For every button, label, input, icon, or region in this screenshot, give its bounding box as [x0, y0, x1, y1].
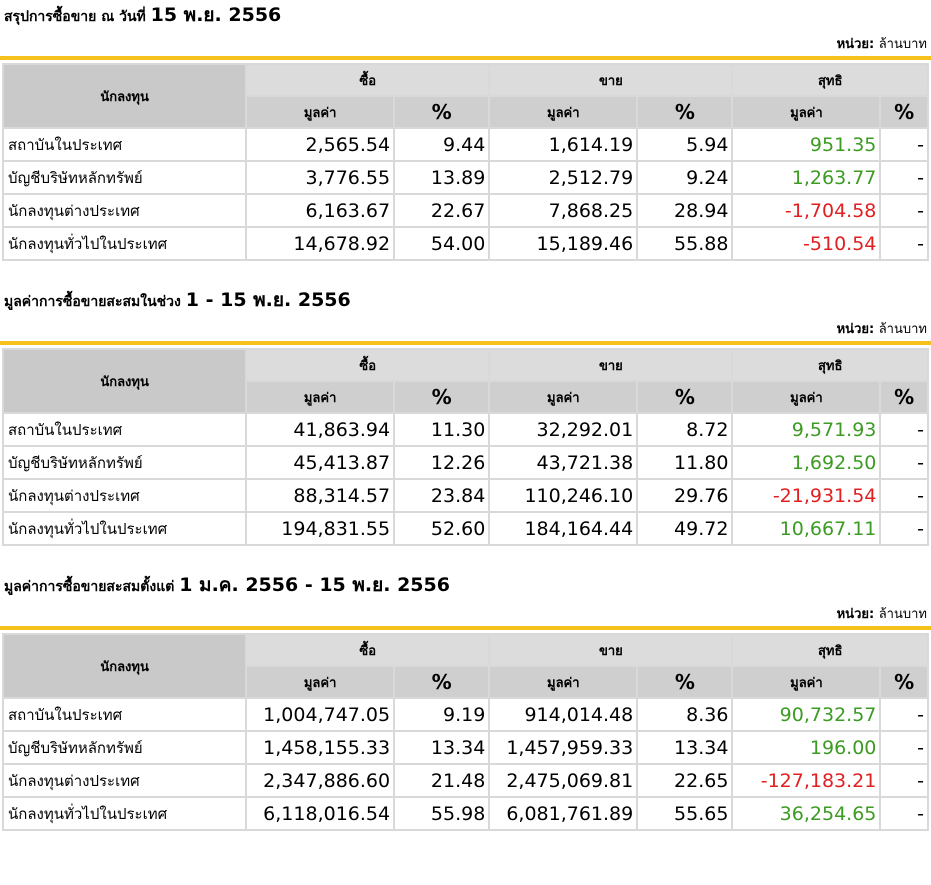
buy-percent: 22.67 [395, 195, 488, 226]
sell-value: 43,721.38 [490, 447, 636, 478]
investor-name: สถาบันในประเทศ [4, 129, 245, 160]
buy-percent: 12.26 [395, 447, 488, 478]
buy-percent-header: % [395, 382, 488, 412]
sell-value-header: มูลค่า [490, 382, 636, 412]
net-percent-header: % [881, 97, 927, 127]
sell-value: 7,868.25 [490, 195, 636, 226]
yearly-cumulative-section [0, 570, 931, 831]
section-title-prefix: สรุปการซื้อขาย ณ วันที่ [4, 9, 146, 25]
sell-value: 914,014.48 [490, 699, 636, 730]
net-percent: - [881, 129, 927, 160]
table-row [4, 732, 927, 763]
table-row [4, 798, 927, 829]
investor-name: นักลงทุนทั่วไปในประเทศ [4, 798, 245, 829]
buy-value: 1,458,155.33 [247, 732, 393, 763]
unit-label-row [0, 30, 931, 60]
sell-percent: 11.80 [638, 447, 731, 478]
investor-header: นักลงทุน [4, 65, 245, 127]
net-percent: - [881, 732, 927, 763]
net-percent: - [881, 765, 927, 796]
buy-percent: 23.84 [395, 480, 488, 511]
buy-percent: 55.98 [395, 798, 488, 829]
table-row [4, 228, 927, 259]
net-value-header: มูลค่า [733, 667, 879, 697]
sell-value: 2,475,069.81 [490, 765, 636, 796]
unit-value: ล้านบาท [878, 37, 927, 52]
buy-percent: 13.34 [395, 732, 488, 763]
sell-percent: 9.24 [638, 162, 731, 193]
section-title [0, 570, 931, 600]
buy-value: 2,347,886.60 [247, 765, 393, 796]
net-percent-header: % [881, 382, 927, 412]
unit-value: ล้านบาท [878, 607, 927, 622]
sell-value: 6,081,761.89 [490, 798, 636, 829]
buy-value-header: มูลค่า [247, 667, 393, 697]
investor-name: นักลงทุนทั่วไปในประเทศ [4, 513, 245, 544]
sell-header: ขาย [490, 635, 731, 665]
buy-percent: 52.60 [395, 513, 488, 544]
unit-label: หน่วย: [836, 607, 875, 622]
sell-header: ขาย [490, 65, 731, 95]
table-row [4, 447, 927, 478]
investor-name: นักลงทุนต่างประเทศ [4, 480, 245, 511]
sell-percent: 8.72 [638, 414, 731, 445]
table-row [4, 129, 927, 160]
sell-value-header: มูลค่า [490, 97, 636, 127]
trade-table [2, 348, 929, 546]
net-header: สุทธิ [733, 635, 927, 665]
buy-value: 41,863.94 [247, 414, 393, 445]
buy-value: 88,314.57 [247, 480, 393, 511]
sell-percent: 55.88 [638, 228, 731, 259]
sell-value: 2,512.79 [490, 162, 636, 193]
net-percent: - [881, 513, 927, 544]
sell-percent: 29.76 [638, 480, 731, 511]
investor-name: สถาบันในประเทศ [4, 699, 245, 730]
buy-percent: 9.44 [395, 129, 488, 160]
net-value: 90,732.57 [733, 699, 879, 730]
investor-name: นักลงทุนทั่วไปในประเทศ [4, 228, 245, 259]
net-value: 1,263.77 [733, 162, 879, 193]
section-title-date: 1 - 15 พ.ย. 2556 [185, 289, 351, 311]
buy-percent: 13.89 [395, 162, 488, 193]
section-title-date: 1 ม.ค. 2556 - 15 พ.ย. 2556 [179, 574, 450, 596]
sell-value: 1,457,959.33 [490, 732, 636, 763]
net-percent: - [881, 447, 927, 478]
buy-value: 14,678.92 [247, 228, 393, 259]
buy-percent: 21.48 [395, 765, 488, 796]
section-title-date: 15 พ.ย. 2556 [150, 4, 282, 26]
buy-value-header: มูลค่า [247, 97, 393, 127]
net-percent: - [881, 228, 927, 259]
unit-label: หน่วย: [836, 322, 875, 337]
buy-header: ซื้อ [247, 65, 488, 95]
net-value-header: มูลค่า [733, 382, 879, 412]
buy-header: ซื้อ [247, 350, 488, 380]
net-value: -510.54 [733, 228, 879, 259]
net-value: 196.00 [733, 732, 879, 763]
sell-percent: 55.65 [638, 798, 731, 829]
investor-name: บัญชีบริษัทหลักทรัพย์ [4, 162, 245, 193]
table-row [4, 480, 927, 511]
buy-value-header: มูลค่า [247, 382, 393, 412]
net-header: สุทธิ [733, 350, 927, 380]
trade-table [2, 63, 929, 261]
net-percent: - [881, 798, 927, 829]
monthly-cumulative-section [0, 285, 931, 546]
section-title-prefix: มูลค่าการซื้อขายสะสมในช่วง [4, 294, 181, 310]
sell-value: 1,614.19 [490, 129, 636, 160]
net-value-header: มูลค่า [733, 97, 879, 127]
sell-value-header: มูลค่า [490, 667, 636, 697]
net-percent-header: % [881, 667, 927, 697]
unit-label-row [0, 600, 931, 630]
table-row [4, 765, 927, 796]
net-percent: - [881, 699, 927, 730]
trade-table [2, 633, 929, 831]
sell-percent: 8.36 [638, 699, 731, 730]
table-row [4, 162, 927, 193]
net-percent: - [881, 162, 927, 193]
section-title-prefix: มูลค่าการซื้อขายสะสมตั้งแต่ [4, 579, 175, 595]
sell-percent: 22.65 [638, 765, 731, 796]
net-value: -1,704.58 [733, 195, 879, 226]
daily-summary-section [0, 0, 931, 261]
buy-percent: 9.19 [395, 699, 488, 730]
net-percent: - [881, 414, 927, 445]
buy-percent: 54.00 [395, 228, 488, 259]
buy-value: 3,776.55 [247, 162, 393, 193]
unit-value: ล้านบาท [878, 322, 927, 337]
investor-header: นักลงทุน [4, 350, 245, 412]
sell-percent-header: % [638, 667, 731, 697]
net-value: -127,183.21 [733, 765, 879, 796]
buy-percent-header: % [395, 97, 488, 127]
buy-percent-header: % [395, 667, 488, 697]
buy-value: 1,004,747.05 [247, 699, 393, 730]
sell-value: 110,246.10 [490, 480, 636, 511]
buy-value: 45,413.87 [247, 447, 393, 478]
sell-percent: 5.94 [638, 129, 731, 160]
section-title [0, 0, 931, 30]
investor-name: นักลงทุนต่างประเทศ [4, 195, 245, 226]
net-value: 36,254.65 [733, 798, 879, 829]
buy-value: 2,565.54 [247, 129, 393, 160]
unit-label: หน่วย: [836, 37, 875, 52]
sell-value: 15,189.46 [490, 228, 636, 259]
table-row [4, 699, 927, 730]
table-row [4, 414, 927, 445]
net-value: 9,571.93 [733, 414, 879, 445]
sell-value: 32,292.01 [490, 414, 636, 445]
net-percent: - [881, 480, 927, 511]
net-header: สุทธิ [733, 65, 927, 95]
buy-value: 6,118,016.54 [247, 798, 393, 829]
table-row [4, 513, 927, 544]
investor-name: บัญชีบริษัทหลักทรัพย์ [4, 732, 245, 763]
net-percent: - [881, 195, 927, 226]
investor-header: นักลงทุน [4, 635, 245, 697]
sell-percent: 49.72 [638, 513, 731, 544]
sell-percent: 28.94 [638, 195, 731, 226]
net-value: 951.35 [733, 129, 879, 160]
investor-name: นักลงทุนต่างประเทศ [4, 765, 245, 796]
investor-name: สถาบันในประเทศ [4, 414, 245, 445]
buy-percent: 11.30 [395, 414, 488, 445]
section-title [0, 285, 931, 315]
net-value: 10,667.11 [733, 513, 879, 544]
buy-value: 6,163.67 [247, 195, 393, 226]
table-row [4, 195, 927, 226]
sell-header: ขาย [490, 350, 731, 380]
sell-percent-header: % [638, 382, 731, 412]
buy-value: 194,831.55 [247, 513, 393, 544]
net-value: -21,931.54 [733, 480, 879, 511]
net-value: 1,692.50 [733, 447, 879, 478]
sell-value: 184,164.44 [490, 513, 636, 544]
unit-label-row [0, 315, 931, 345]
sell-percent-header: % [638, 97, 731, 127]
buy-header: ซื้อ [247, 635, 488, 665]
investor-name: บัญชีบริษัทหลักทรัพย์ [4, 447, 245, 478]
sell-percent: 13.34 [638, 732, 731, 763]
